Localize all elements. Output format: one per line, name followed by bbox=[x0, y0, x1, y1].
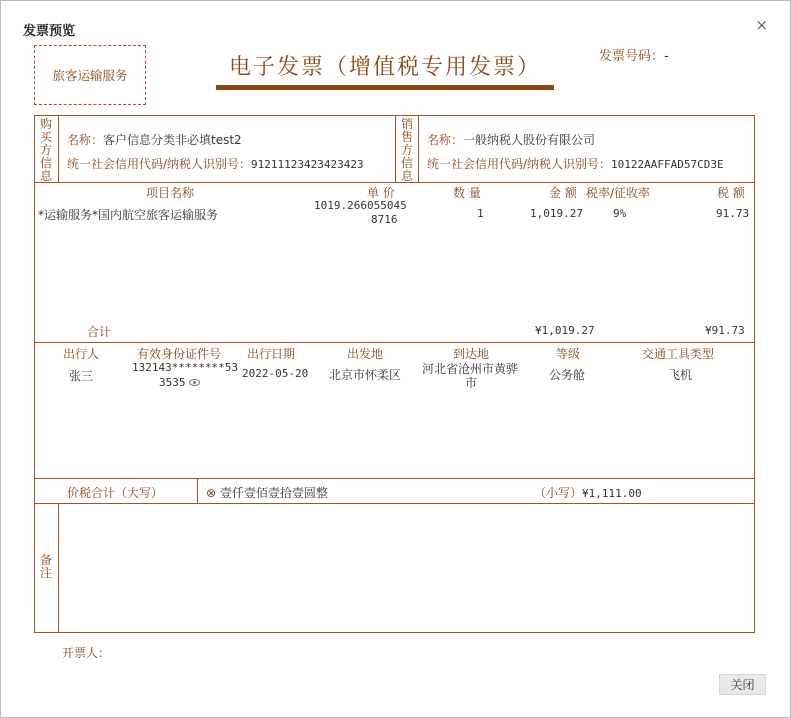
seller-name-value: 一般纳税人股份有限公司 bbox=[463, 133, 596, 147]
invoice-number-label: 发票号码： bbox=[599, 49, 665, 64]
invoice-number-value: - bbox=[664, 49, 669, 64]
buyer-tax-id-value: 91211123423423423 bbox=[251, 158, 364, 171]
total-tax: ¥91.73 bbox=[705, 324, 745, 337]
col-header-tax: 税 额 bbox=[717, 186, 745, 200]
total-uppercase bbox=[206, 484, 328, 501]
arrival-place-line1: 河北省沧州市黄骅 bbox=[422, 362, 519, 376]
col-header-vehicle-type: 交通工具类型 bbox=[642, 347, 715, 361]
title-underline bbox=[216, 85, 554, 90]
col-header-class: 等级 bbox=[556, 347, 581, 361]
buyer-name-value: 客户信息分类非必填test2 bbox=[103, 133, 242, 147]
item-tax: 91.73 bbox=[716, 207, 750, 220]
total-label: 合计 bbox=[87, 325, 112, 339]
seller-section-label: 销售方信息 bbox=[400, 117, 413, 183]
departure-place: 北京市怀柔区 bbox=[329, 368, 402, 382]
col-header-amount: 金 额 bbox=[549, 186, 577, 200]
traveler-name: 张三 bbox=[69, 369, 94, 383]
col-header-unit-price: 单 价 bbox=[367, 186, 395, 200]
buyer-name bbox=[67, 131, 242, 148]
eye-icon[interactable] bbox=[189, 379, 200, 386]
travel-date: 2022-05-20 bbox=[242, 367, 309, 380]
col-header-id-no: 有效身份证件号 bbox=[137, 347, 222, 361]
arrival-place-line2: 市 bbox=[465, 376, 478, 390]
invoice-number bbox=[599, 45, 669, 64]
circle-x-icon: ⊗ bbox=[206, 486, 217, 500]
traveler-id-line1: 132143********53 bbox=[132, 361, 238, 374]
total-uppercase-value: 壹仟壹佰壹拾壹圆整 bbox=[219, 486, 328, 500]
seat-class: 公务舱 bbox=[549, 368, 586, 382]
total-lowercase-value: ¥1,111.00 bbox=[582, 487, 642, 500]
buyer-section-label: 购买方信息 bbox=[39, 117, 52, 183]
col-header-quantity: 数 量 bbox=[453, 186, 481, 200]
col-header-travel-date: 出行日期 bbox=[247, 347, 296, 361]
seller-tax-id-label: 统一社会信用代码/纳税人识别号： bbox=[427, 157, 612, 171]
total-lowercase bbox=[534, 484, 642, 501]
seller-tax-id bbox=[427, 155, 724, 172]
total-lowercase-label: （小写） bbox=[534, 486, 583, 500]
buyer-tax-id-label: 统一社会信用代码/纳税人识别号： bbox=[67, 157, 252, 171]
col-header-traveler: 出行人 bbox=[63, 347, 100, 361]
item-tax-rate: 9% bbox=[613, 207, 627, 220]
col-header-departure: 出发地 bbox=[347, 347, 384, 361]
col-header-item-name: 项目名称 bbox=[146, 186, 195, 200]
item-quantity: 1 bbox=[477, 207, 484, 220]
total-tax-incl-label: 价税合计（大写） bbox=[67, 486, 164, 500]
close-icon[interactable]: × bbox=[755, 16, 768, 34]
issuer-label: 开票人： bbox=[62, 646, 111, 660]
item-name: *运输服务*国内航空旅客运输服务 bbox=[38, 208, 219, 222]
item-unit-price-line1: 1019.266055045 bbox=[314, 199, 407, 212]
item-unit-price-line2: 8716 bbox=[371, 213, 398, 226]
col-header-arrival: 到达地 bbox=[453, 347, 490, 361]
col-header-tax-rate: 税率/征收率 bbox=[586, 186, 651, 200]
buyer-tax-id bbox=[67, 155, 364, 172]
invoice-type-stamp: 旅客运输服务 bbox=[34, 45, 146, 105]
total-amount: ¥1,019.27 bbox=[535, 324, 595, 337]
seller-name-label: 名称： bbox=[427, 133, 464, 147]
close-button[interactable]: 关闭 bbox=[719, 674, 766, 695]
traveler-id-line2-wrap bbox=[159, 375, 200, 389]
seller-name bbox=[427, 131, 595, 148]
dialog-title: 发票预览 bbox=[23, 24, 76, 39]
invoice-title: 电子发票（增值税专用发票） bbox=[228, 55, 541, 80]
item-amount: 1,019.27 bbox=[530, 207, 583, 220]
seller-tax-id-value: 10122AAFFAD57CD3E bbox=[611, 158, 724, 171]
remarks-label: 备注 bbox=[39, 553, 52, 580]
traveler-id-line2: 3535 bbox=[159, 376, 186, 389]
vehicle-type: 飞机 bbox=[668, 368, 693, 382]
buyer-name-label: 名称： bbox=[67, 133, 104, 147]
